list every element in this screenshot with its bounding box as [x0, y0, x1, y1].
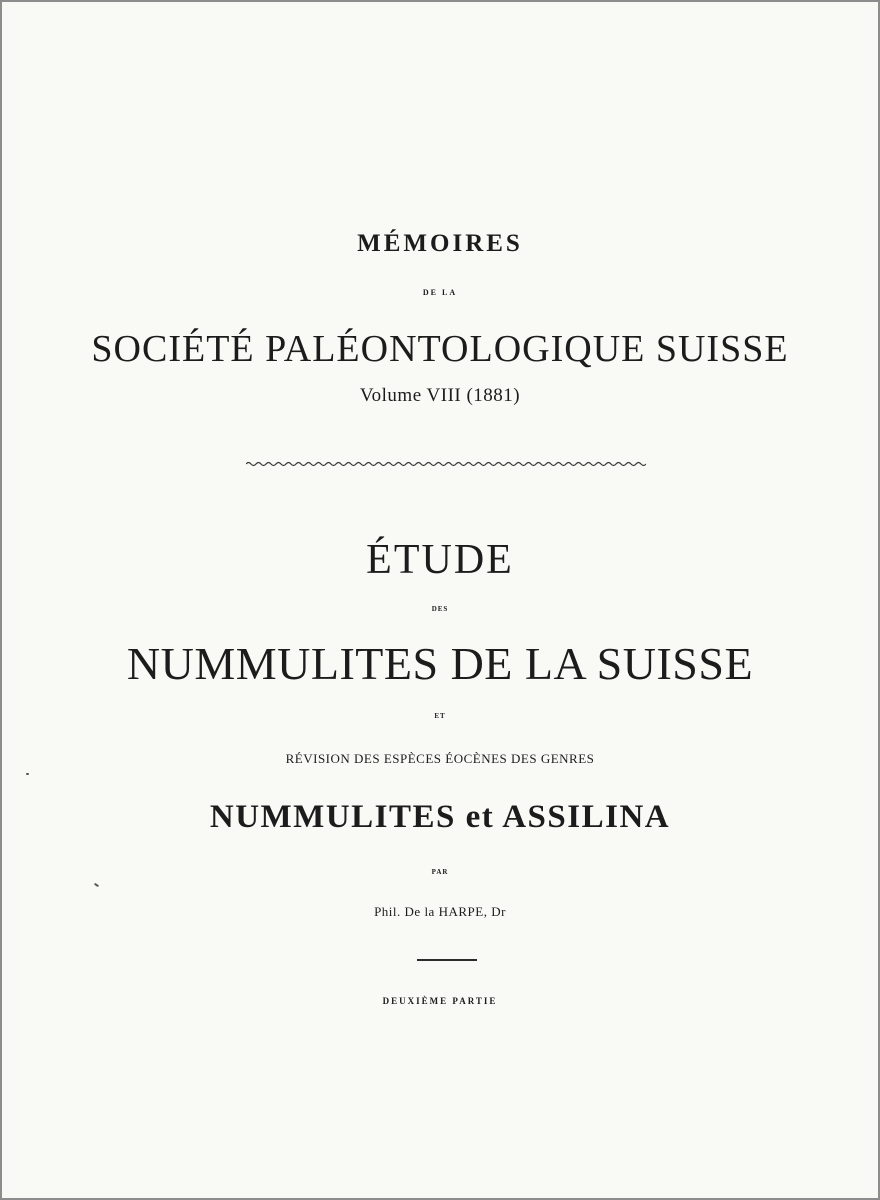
- paper-speck: [94, 883, 99, 888]
- by-label: PAR: [431, 868, 449, 876]
- work-heading: ÉTUDE: [366, 537, 514, 583]
- series-title: MÉMOIRES: [357, 230, 523, 257]
- connector-et: ET: [434, 712, 446, 720]
- society-name: SOCIÉTÉ PALÉONTOLOGIQUE SUISSE: [91, 328, 789, 370]
- main-title: NUMMULITES DE LA SUISSE: [126, 638, 754, 689]
- author-name: Phil. De la HARPE, Dr: [374, 904, 506, 919]
- connector-de-la: DE LA: [422, 288, 458, 297]
- part-label: DEUXIÈME PARTIE: [382, 996, 498, 1006]
- short-divider: [417, 959, 477, 961]
- connector-des: DES: [431, 605, 449, 613]
- wavy-divider: [246, 460, 646, 468]
- paper-speck: [26, 773, 29, 775]
- genera-title: NUMMULITES et ASSILINA: [209, 799, 671, 835]
- volume-line: Volume VIII (1881): [359, 385, 521, 406]
- subtitle: RÉVISION DES ESPÈCES ÉOCÈNES DES GENRES: [285, 751, 595, 766]
